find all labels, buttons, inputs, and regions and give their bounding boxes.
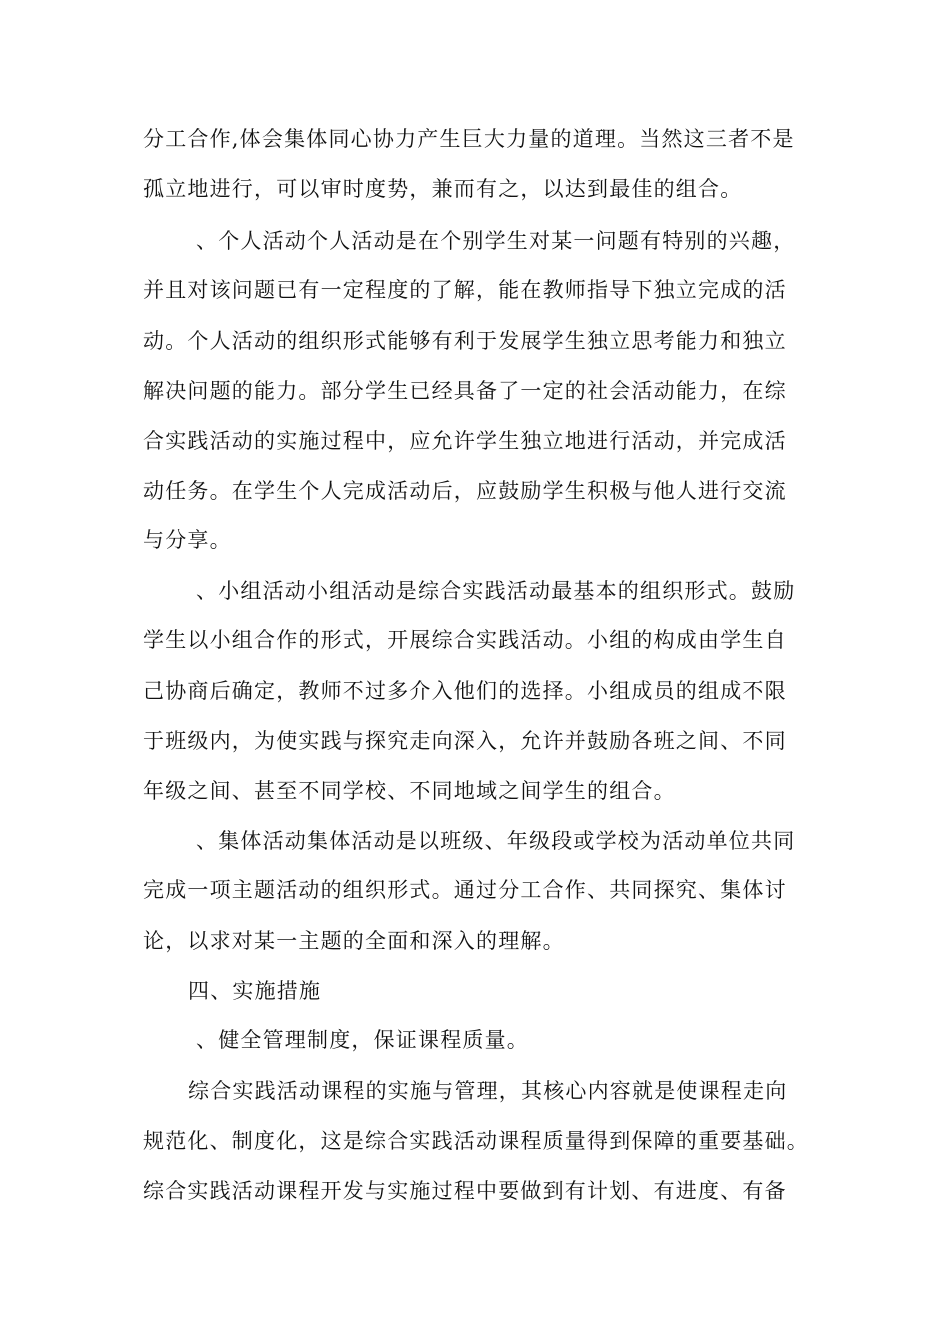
text-line: 学生以小组合作的形式，开展综合实践活动。小组的构成由学生自 bbox=[143, 628, 787, 652]
text-line: 完成一项主题活动的组织形式。通过分工合作、共同探究、集体讨 bbox=[143, 878, 787, 902]
text-line: 年级之间、甚至不同学校、不同地域之间学生的组合。 bbox=[143, 779, 676, 803]
text-line: 并且对该问题已有一定程度的了解，能在教师指导下独立完成的活 bbox=[143, 278, 787, 302]
text-line: 于班级内，为使实践与探究走向深入，允许并鼓励各班之间、不同 bbox=[143, 729, 787, 753]
text-line: 己协商后确定，教师不过多介入他们的选择。小组成员的组成不限 bbox=[143, 679, 787, 703]
text-line: 分工合作,体会集体同心协力产生巨大力量的道理。当然这三者不是 bbox=[143, 127, 795, 151]
text-line: 论，以求对某一主题的全面和深入的理解。 bbox=[143, 929, 565, 953]
text-line: 孤立地进行，可以审时度势，兼而有之，以达到最佳的组合。 bbox=[143, 177, 743, 201]
text-line: 规范化、制度化，这是综合实践活动课程质量得到保障的重要基础。 bbox=[143, 1129, 809, 1153]
text-line: 动。个人活动的组织形式能够有利于发展学生独立思考能力和独立 bbox=[143, 329, 787, 353]
text-line: 综合实践活动课程开发与实施过程中要做到有计划、有进度、有备 bbox=[143, 1179, 787, 1203]
section-heading: 四、实施措施 bbox=[188, 979, 322, 1003]
text-line: 解决问题的能力。部分学生已经具备了一定的社会活动能力，在综 bbox=[143, 379, 787, 403]
text-line: 合实践活动的实施过程中，应允许学生独立地进行活动，并完成活 bbox=[143, 429, 787, 453]
text-line: 综合实践活动课程的实施与管理，其核心内容就是使课程走向 bbox=[188, 1079, 788, 1103]
text-line: 、健全管理制度，保证课程质量。 bbox=[196, 1028, 529, 1052]
text-line: 、小组活动小组活动是综合实践活动最基本的组织形式。鼓励 bbox=[196, 579, 796, 603]
text-line: 、集体活动集体活动是以班级、年级段或学校为活动单位共同 bbox=[196, 829, 796, 853]
text-line: 、个人活动个人活动是在个别学生对某一问题有特别的兴趣， bbox=[196, 229, 796, 253]
text-line: 与分享。 bbox=[143, 528, 232, 552]
text-line: 动任务。在学生个人完成活动后，应鼓励学生积极与他人进行交流 bbox=[143, 479, 787, 503]
